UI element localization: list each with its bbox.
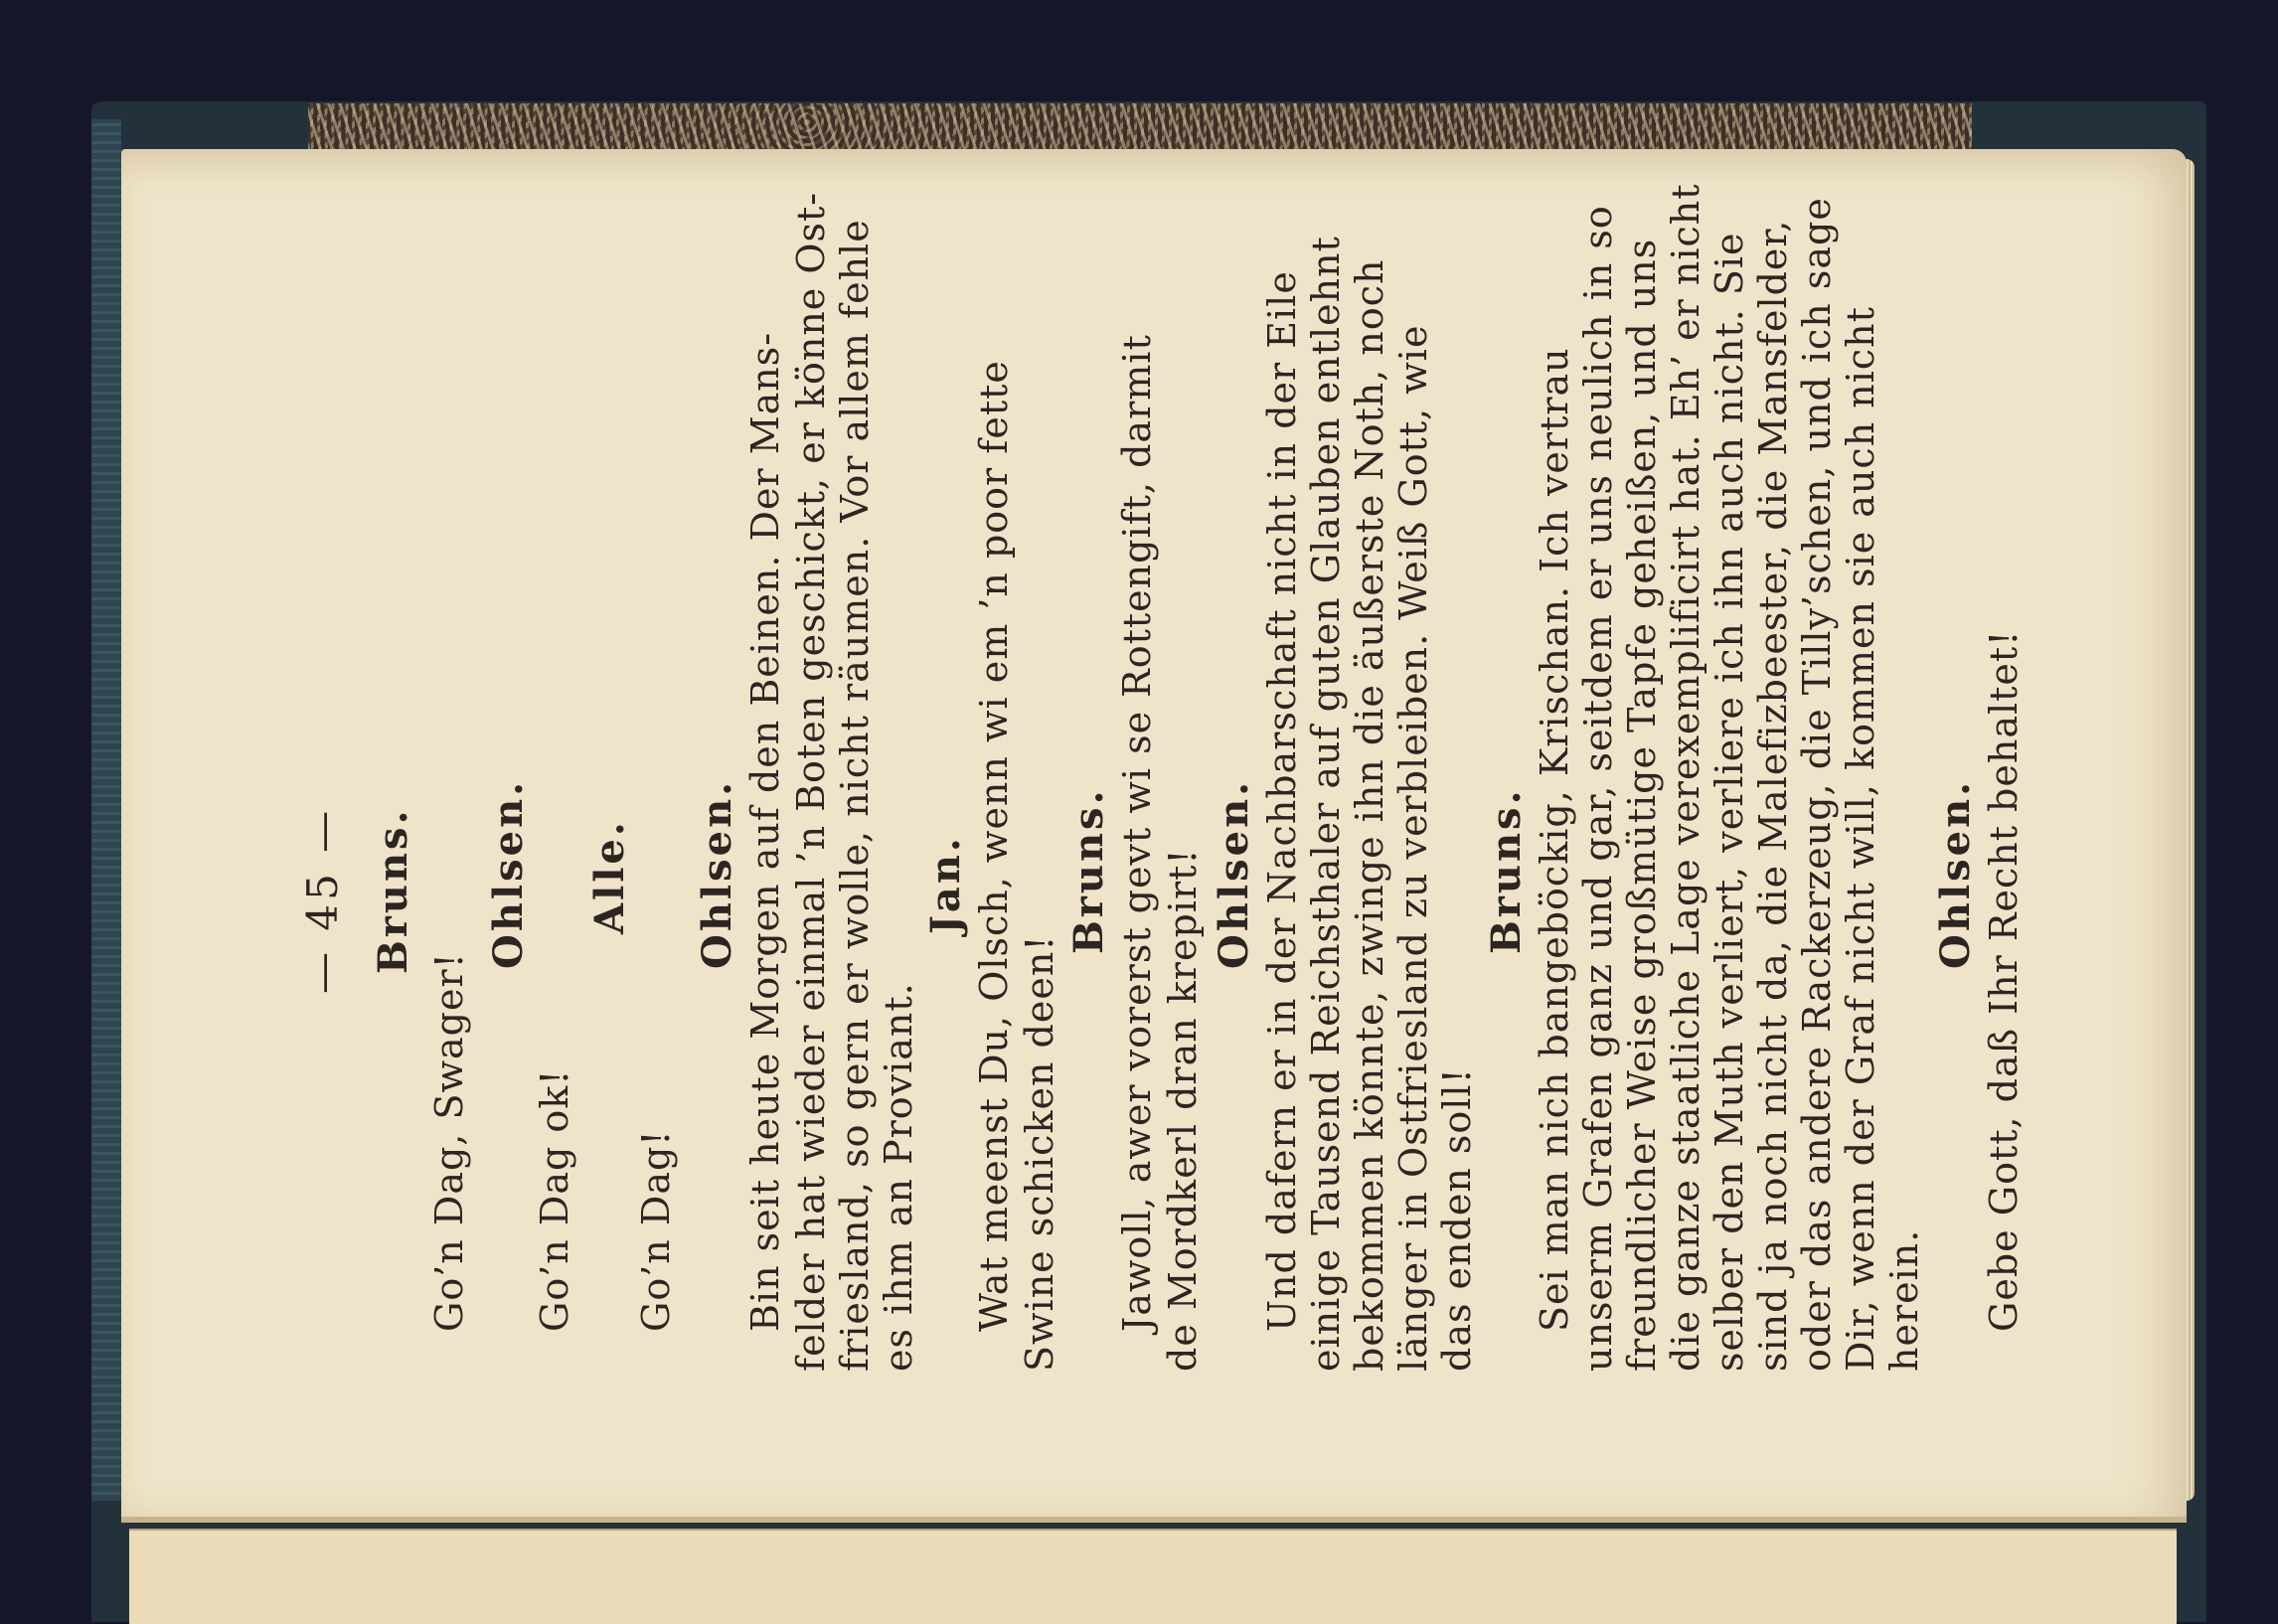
speaker-name: Bruns.	[370, 807, 416, 974]
dialogue-line: Dir, wenn der Graf nicht will, kommen sie auch nicht	[1839, 306, 1882, 1372]
dialogue-line: länger in Ostfriesland zu verbleiben. Weiß Gott, wie	[1391, 324, 1435, 1372]
page-number: — 45 —	[298, 806, 347, 994]
speaker-name: Ohlsen.	[1932, 778, 1979, 969]
dialogue-line: sind ja noch nicht da, die Malefizbeester, die Mansfelder,	[1751, 219, 1795, 1372]
dialogue-line: Jawoll, awer vorerst gevt wi se Rottengift, darmit	[1115, 334, 1159, 1332]
dialogue-line: unserm Grafen ganz und gar, seitdem er uns neulich in so	[1576, 205, 1620, 1372]
dialogue-line: Wat meenst Du, Olsch, wenn wi em ’n poor fette	[972, 360, 1016, 1332]
dialogue-line: Go’n Dag ok!	[533, 1068, 576, 1332]
page-fold	[121, 1517, 2187, 1523]
dialogue-line: Swine schicken deen!	[1018, 934, 1061, 1372]
dialogue-line: friesland, so gern er wolle, nicht räumen. Vor allem fehle	[833, 219, 877, 1372]
dialogue-line: Und dafern er in der Nachbarschaft nicht in der Eile	[1260, 270, 1304, 1332]
dialogue-line: Sei man nich bangeböckig, Krischan. Ich vertrau	[1533, 347, 1576, 1332]
dialogue-line: de Mordkerl dran krepirt!	[1161, 848, 1205, 1372]
dialogue-line: es ihm an Proviant.	[877, 982, 920, 1372]
dialogue-line: selber den Muth verliert, verliere ich ihn auch nicht. Sie	[1708, 232, 1751, 1372]
book-spine-edge	[91, 119, 121, 1501]
speaker-name: Ohlsen.	[485, 778, 532, 969]
dialogue-line: das enden soll!	[1435, 1067, 1479, 1372]
dialogue-line: herein.	[1882, 1228, 1926, 1372]
marbled-page-edge	[308, 103, 1972, 151]
dialogue-line: Go’n Dag!	[634, 1129, 678, 1332]
speaker-name: Ohlsen.	[694, 778, 740, 969]
dialogue-line: einige Tausend Reichsthaler auf guten Glauben entlehnt	[1304, 236, 1348, 1372]
facing-page	[129, 1529, 2177, 1624]
speaker-name: Bruns.	[1065, 787, 1112, 954]
dialogue-line: felder hat wieder einmal ’n Boten geschickt, er könne Ost-	[789, 191, 833, 1372]
speaker-name: Ohlsen.	[1211, 778, 1257, 969]
speaker-name: Bruns.	[1483, 787, 1530, 954]
speaker-name: Alle.	[586, 819, 633, 934]
dialogue-line: bekommen könnte, zwinge ihn die äußerste Noth, noch	[1348, 258, 1391, 1372]
dialogue-line: oder das andere Rackerzeug, die Tilly’schen, und ich sage	[1795, 197, 1839, 1372]
dialogue-line: Bin seit heute Morgen auf den Beinen. Der Mans-	[743, 331, 787, 1332]
dialogue-line: Go’n Dag, Swager!	[427, 952, 471, 1332]
speaker-name: Jan.	[922, 835, 969, 934]
dialogue-line: Gebe Gott, daß Ihr Recht behaltet!	[1982, 629, 2026, 1332]
dialogue-line: die ganze staatliche Lage verexemplificirt hat. Eh’ er nicht	[1664, 183, 1708, 1372]
dialogue-line: freundlicher Weise großmütige Tapfe geheißen, und uns	[1620, 238, 1664, 1372]
